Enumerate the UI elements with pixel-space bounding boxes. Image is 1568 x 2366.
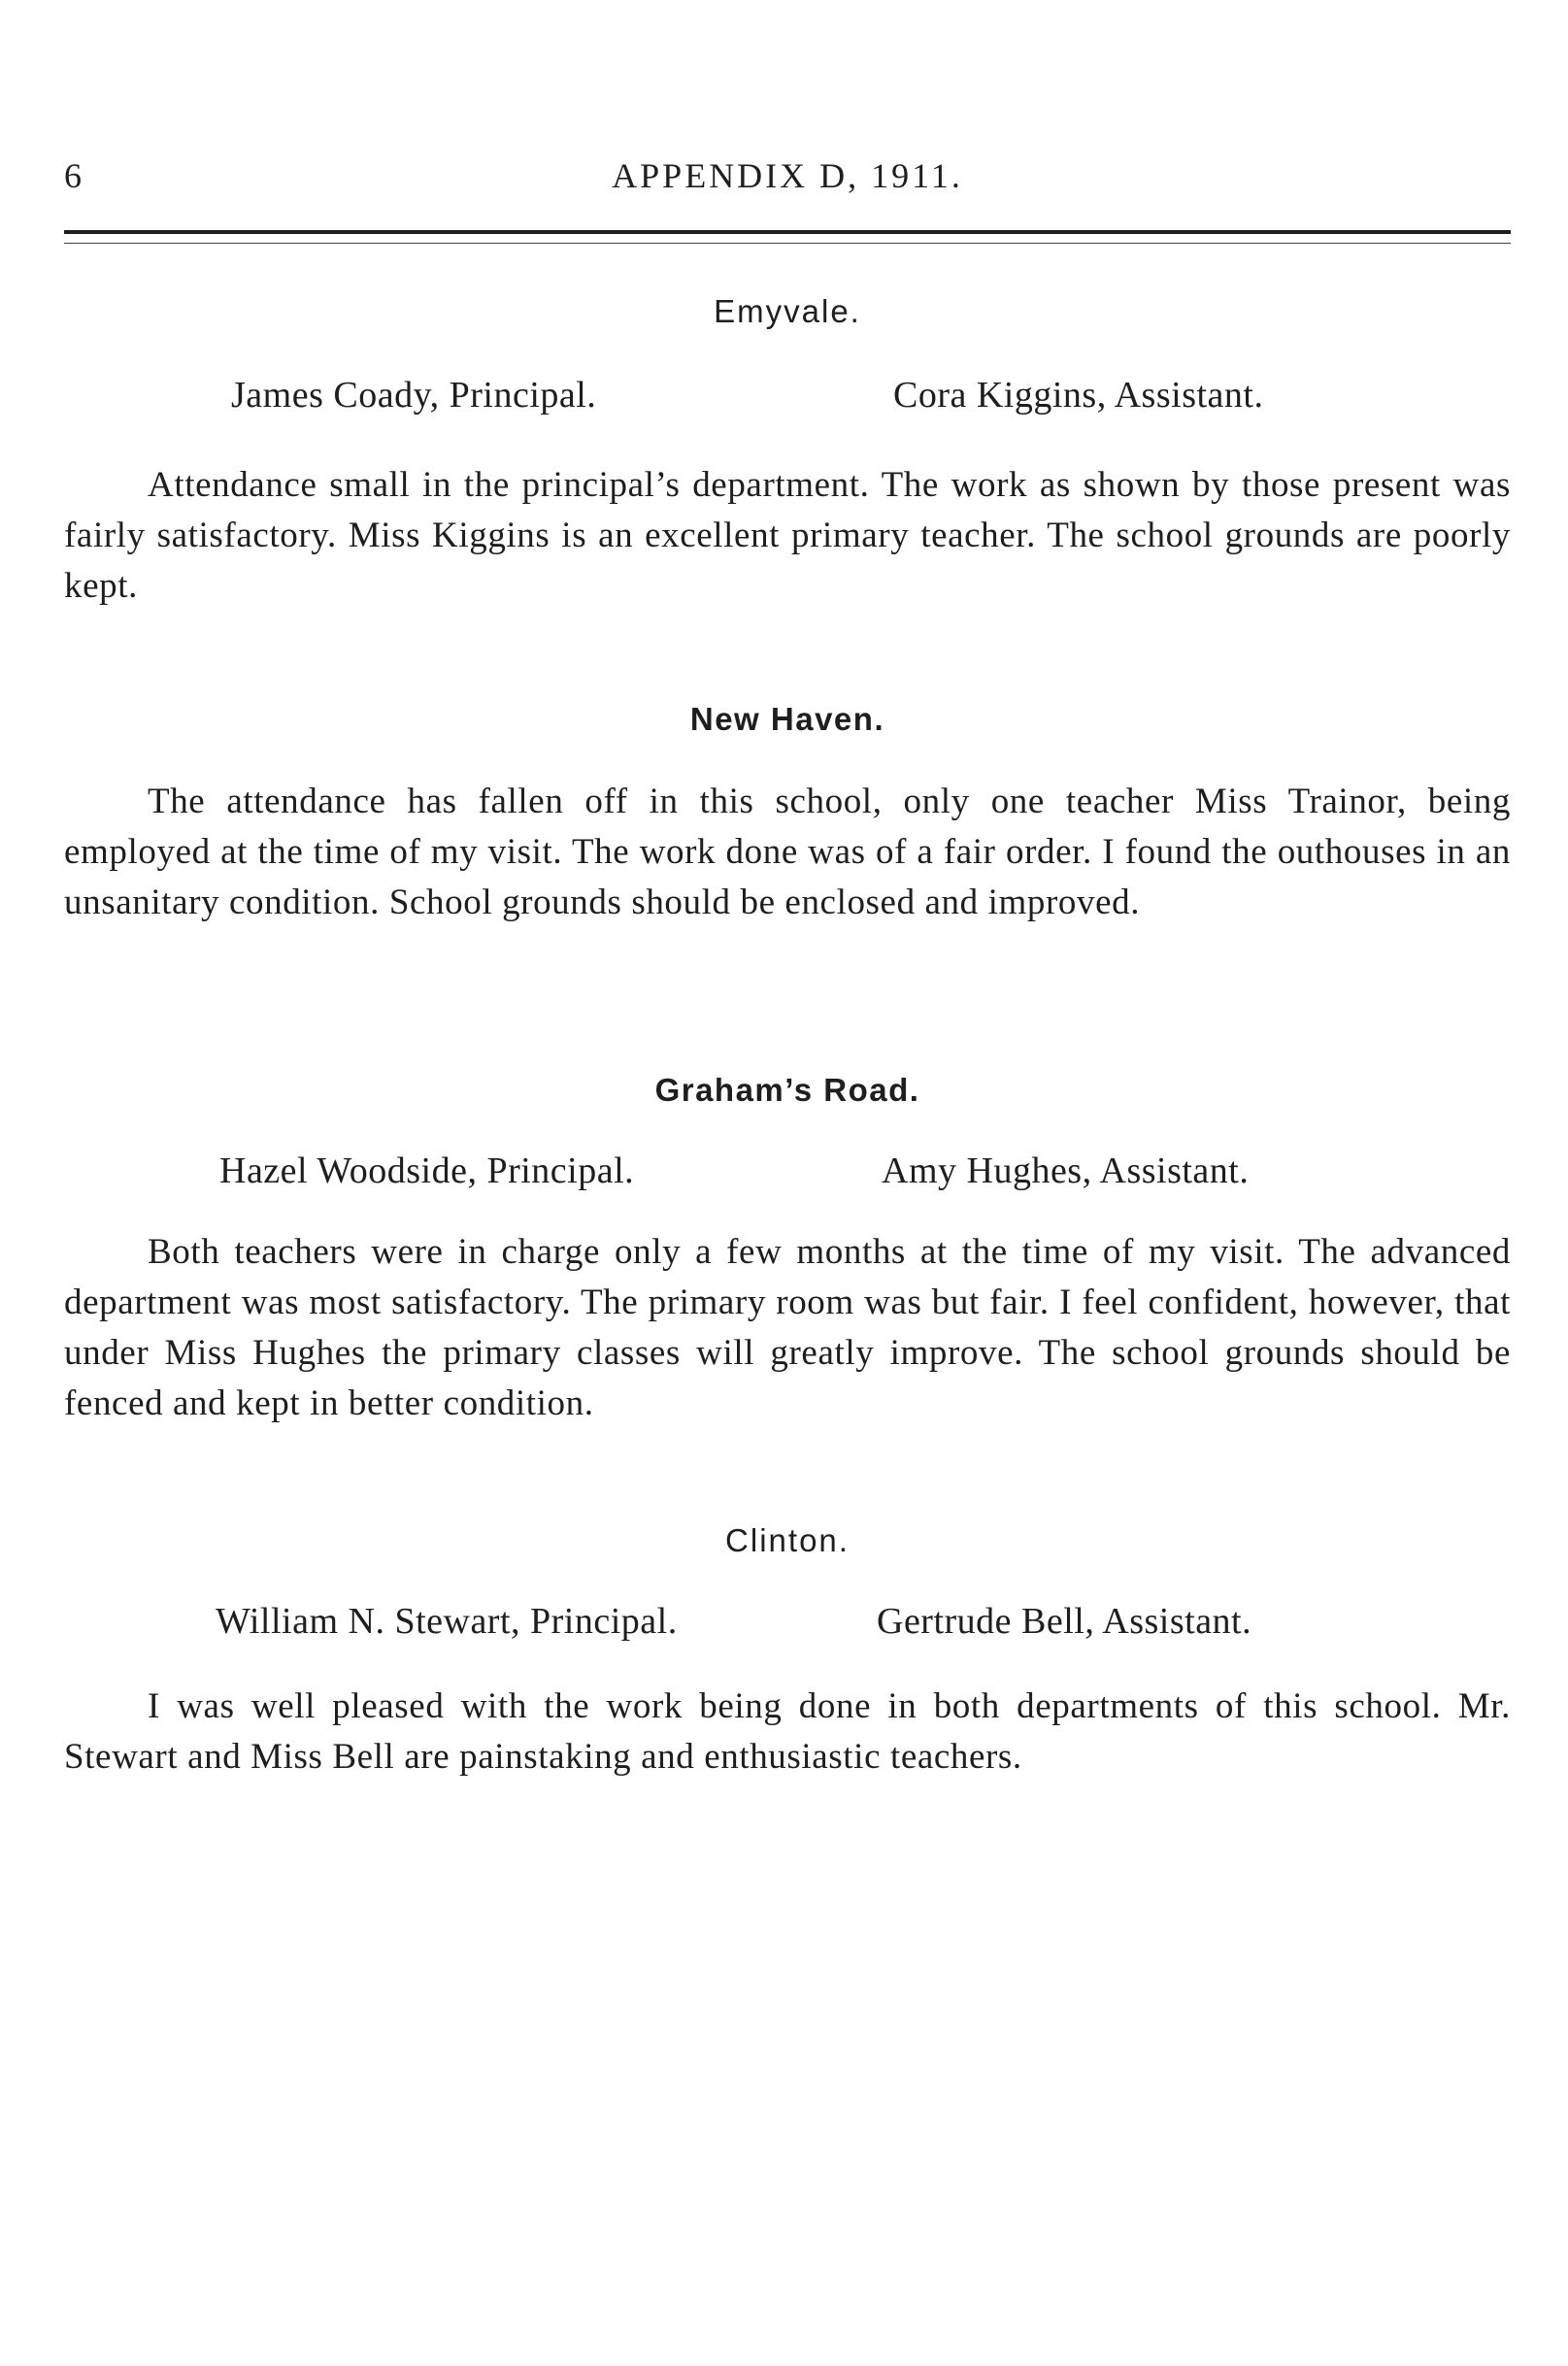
section-heading-grahams-road: Graham’s Road.	[654, 1072, 920, 1108]
paragraph-emyvale: Attendance small in the principal’s department. The work as shown by those present was fairly satisfactory. Miss Kiggins is an excellent primary teacher. The school grounds are poorly kept.	[64, 465, 1511, 606]
assistant-clinton: Gertrude Bell, Assistant.	[877, 1601, 1252, 1642]
header-rule-thick	[64, 230, 1511, 234]
header-title: APPENDIX D, 1911.	[612, 156, 963, 195]
paragraph-clinton: I was well pleased with the work being done in both departments of this school. Mr. Stewart and Miss Bell are painstaking and enthusiastic teachers.	[64, 1686, 1511, 1777]
header-rule-thin	[64, 243, 1511, 244]
section-heading-clinton: Clinton.	[725, 1522, 850, 1558]
paragraph-new-haven: The attendance has fallen off in this school, only one teacher Miss Trainor, being employed at the time of my visit. The work done was of a fair order. I found the outhouses in an unsanitary condition. School grounds should be enclosed and improved.	[64, 782, 1511, 922]
assistant-grahams-road: Amy Hughes, Assistant.	[882, 1150, 1250, 1191]
section-heading-new-haven: New Haven.	[689, 701, 885, 737]
section-heading-emyvale: Emyvale.	[714, 293, 861, 329]
page-number: 6	[64, 156, 84, 195]
running-head	[64, 155, 1511, 204]
principal-emyvale: James Coady, Principal.	[231, 375, 597, 416]
principal-clinton: William N. Stewart, Principal.	[216, 1601, 678, 1642]
principal-grahams-road: Hazel Woodside, Principal.	[219, 1150, 635, 1191]
paragraph-grahams-road: Both teachers were in charge only a few months at the time of my visit. The advanced department was most satisfactory. The primary room was but fair. I feel confident, however, that under Miss Hughes the primary classes will greatly improve. The school grounds should be fenced and kept in better condition.	[64, 1232, 1511, 1423]
assistant-emyvale: Cora Kiggins, Assistant.	[893, 375, 1264, 416]
